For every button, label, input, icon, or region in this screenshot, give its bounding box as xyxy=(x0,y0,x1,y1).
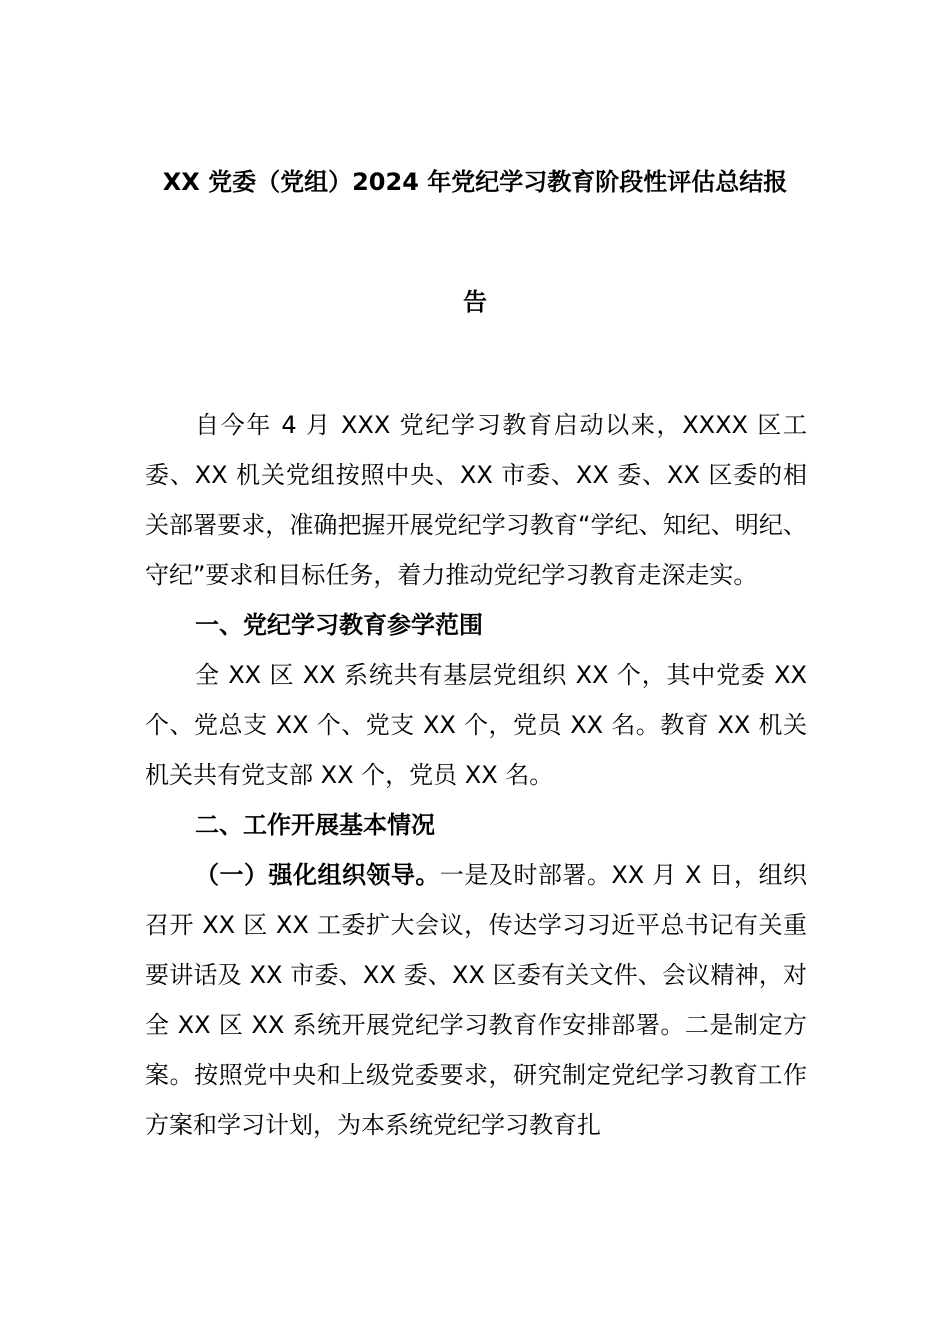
intro-paragraph: 自今年 4 月 XXX 党纪学习教育启动以来，XXXX 区工委、XX 机关党组按照中央、XX 市委、XX 委、XX 区委的相关部署要求，准确把握开展党纪学习教育“学纪、知纪、明纪、守纪”要求和目标任务，着力推动党纪学习教育走深走实。 xyxy=(145,411,807,589)
document-title-line-2: 告 xyxy=(463,288,487,316)
section-2-sub-1-lead: （一）强化组织领导。 xyxy=(195,861,440,889)
section-1-paragraph: 全 XX 区 XX 系统共有基层党组织 XX 个，其中党委 XX 个、党总支 XX 个、党支 XX 个，党员 XX 名。教育 XX 机关机关共有党支部 XX 个，党员 XX 名。 xyxy=(145,661,807,789)
section-2-heading: 二、工作开展基本情况 xyxy=(195,811,435,839)
document-title-line-1: XX 党委（党组）2024 年党纪学习教育阶段性评估总结报 xyxy=(162,168,788,196)
document-body xyxy=(145,400,807,1150)
section-1-heading: 一、党纪学习教育参学范围 xyxy=(195,611,483,639)
section-2-sub-1-body: 一是及时部署。XX 月 X 日，组织召开 XX 区 XX 工委扩大会议，传达学习习近平总书记有关重要讲话及 XX 市委、XX 委、XX 区委有关文件、会议精神，对全 XX 区 XX 系统开展党纪学习教育作安排部署。二是制定方案。按照党中央和上级党委要求，研究制定党纪学习教育工作方案和学习计划，为本系统党纪学习教育扎 xyxy=(145,861,808,1139)
section-2-sub-1-paragraph xyxy=(145,850,807,1150)
